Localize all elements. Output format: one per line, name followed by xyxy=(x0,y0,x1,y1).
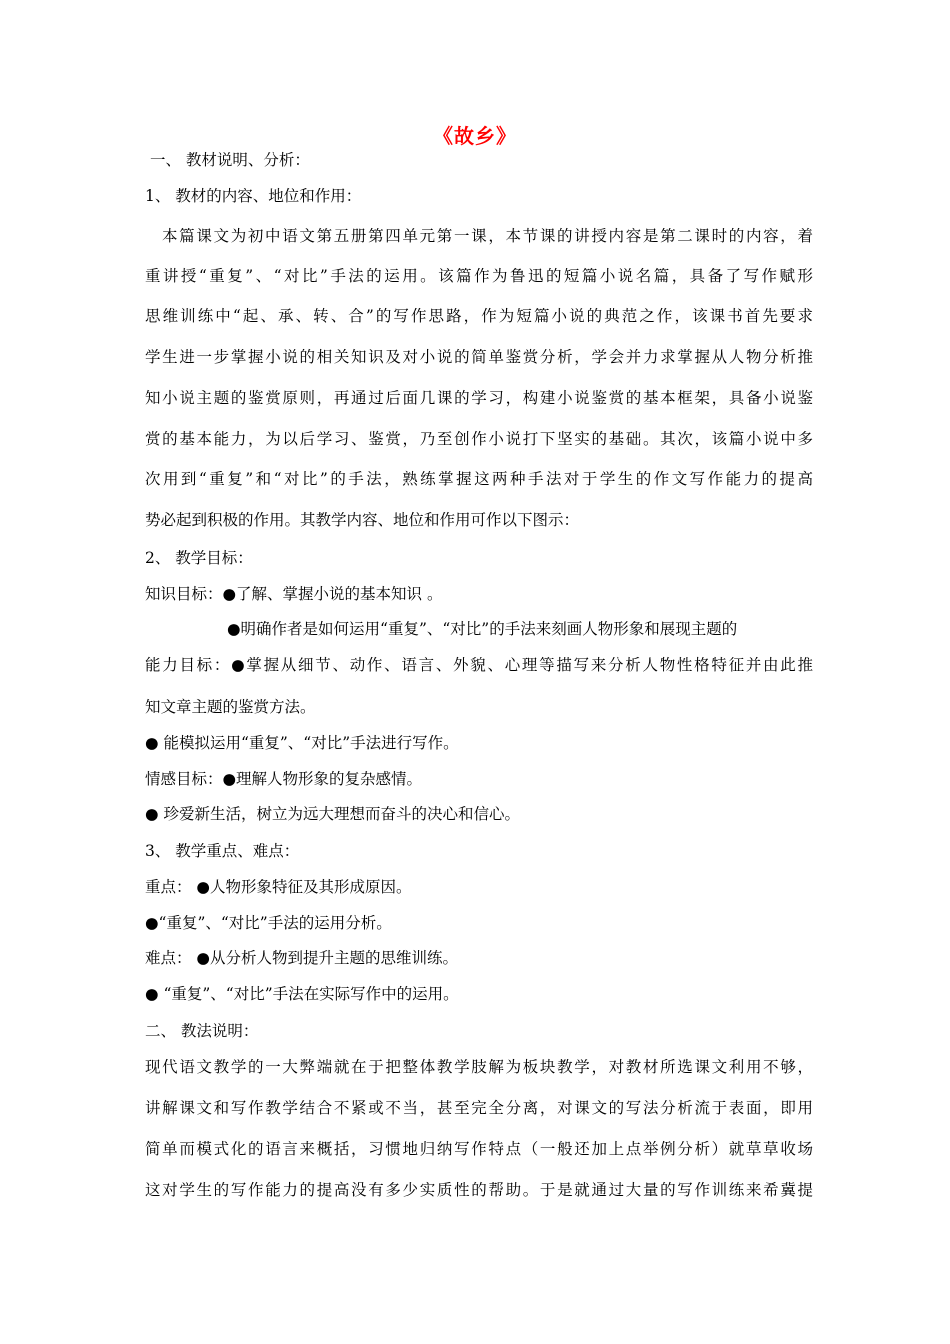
paragraph-line: 次用到“重复”和“对比”的手法，熟练掌握这两种手法对于学生的作文写作能力的提高 xyxy=(145,470,813,488)
difficult-point-2: ● “重复”、“对比”手法在实际写作中的运用。 xyxy=(145,985,459,1003)
goal-ability-2: ● 能模拟运用“重复”、“对比”手法进行写作。 xyxy=(145,734,459,752)
paragraph-line: 思维训练中“起、承、转、合”的写作思路，作为短篇小说的典范之作，该课书首先要求 xyxy=(145,307,813,325)
paragraph-line: 这对学生的写作能力的提高没有多少实质性的帮助。于是就通过大量的写作训练来希冀提 xyxy=(145,1181,813,1199)
paragraph-line: 本篇课文为初中语文第五册第四单元第一课，本节课的讲授内容是第二课时的内容，着 xyxy=(162,227,813,245)
paragraph-line: 现代语文教学的一大弊端就在于把整体教学肢解为板块教学，对教材所选课文利用不够， xyxy=(145,1058,813,1076)
paragraph-line: 赏的基本能力，为以后学习、鉴赏，乃至创作小说打下坚实的基础。其次，该篇小说中多 xyxy=(145,430,813,448)
paragraph-line: 讲解课文和写作教学结合不紧或不当，甚至完全分离，对课文的写法分析流于表面，即用 xyxy=(145,1099,813,1117)
paragraph-line: 重讲授“重复”、“对比”手法的运用。该篇作为鲁迅的短篇小说名篇，具备了写作赋形 xyxy=(145,267,813,285)
goal-ability-cont: 知文章主题的鉴赏方法。 xyxy=(145,698,316,716)
key-point-1: 重点： ●人物形象特征及其形成原因。 xyxy=(145,878,412,896)
paragraph-line: 学生进一步掌握小说的相关知识及对小说的简单鉴赏分析，学会并力求掌握从人物分析推 xyxy=(145,348,813,366)
subsection-heading-2: 2、 教学目标： xyxy=(145,549,253,567)
goal-ability: 能力目标：●掌握从细节、动作、语言、外貌、心理等描写来分析人物性格特征并由此推 xyxy=(145,656,813,674)
paragraph-line: 知小说主题的鉴赏原则，再通过后面几课的学习，构建小说鉴赏的基本框架，具备小说鉴 xyxy=(145,389,813,407)
paragraph-line: 简单而模式化的语言来概括，习惯地归纳写作特点（一般还加上点举例分析）就草草收场 xyxy=(145,1140,813,1158)
goal-knowledge-2: ●明确作者是如何运用“重复”、“对比”的手法来刻画人物形象和展现主题的 xyxy=(227,620,738,638)
goal-emotion-2: ● 珍爱新生活，树立为远大理想而奋斗的决心和信心。 xyxy=(145,805,520,823)
paragraph-line: 势必起到积极的作用。其教学内容、地位和作用可作以下图示： xyxy=(145,511,580,529)
section-heading-1: 一、 教材说明、分析： xyxy=(150,151,310,169)
document-title: 《故乡》 xyxy=(433,124,517,148)
key-point-2: ●“重复”、“对比”手法的运用分析。 xyxy=(145,914,392,932)
subsection-heading-3: 3、 教学重点、难点： xyxy=(145,842,300,860)
goal-emotion: 情感目标：●理解人物形象的复杂感情。 xyxy=(145,770,423,788)
subsection-heading-1: 1、 教材的内容、地位和作用： xyxy=(145,187,362,205)
section-heading-2: 二、 教法说明： xyxy=(145,1022,259,1040)
goal-knowledge: 知识目标：●了解、掌握小说的基本知识 。 xyxy=(145,585,443,603)
difficult-point-1: 难点： ●从分析人物到提升主题的思维训练。 xyxy=(145,949,458,967)
